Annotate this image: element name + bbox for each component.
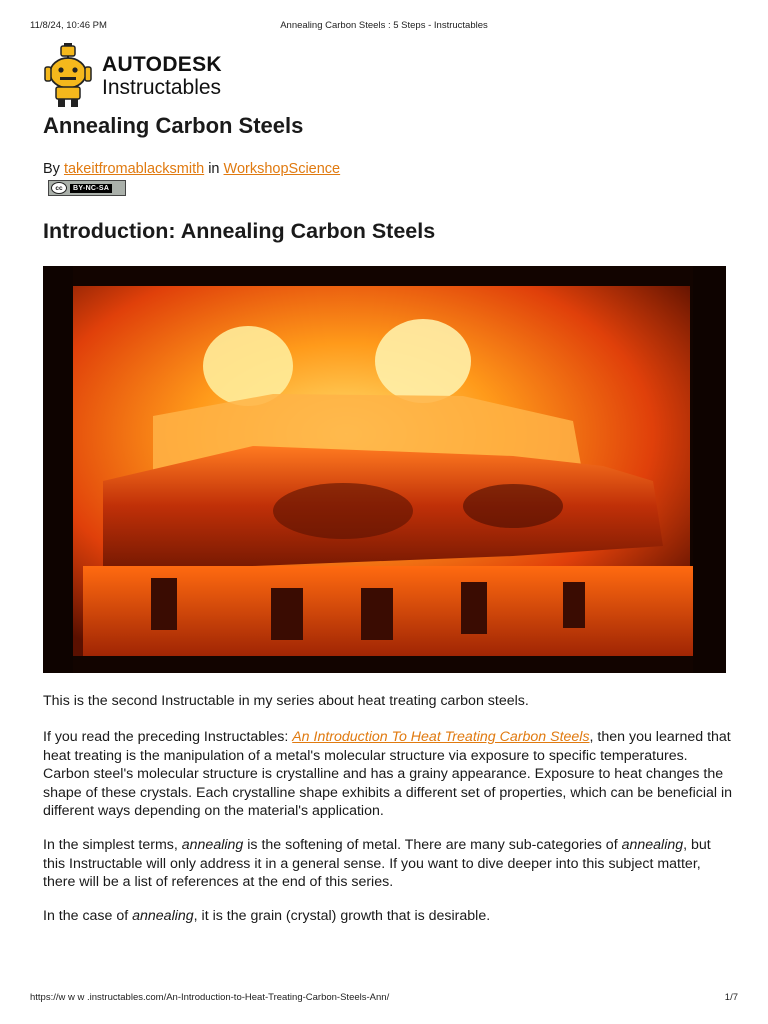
- paragraph-3: [43, 836, 733, 892]
- cc-icon: cc: [51, 182, 67, 194]
- paragraph-3-emphasis-2: annealing: [621, 837, 684, 853]
- byline: [43, 161, 340, 177]
- paragraph-3-emphasis-1: annealing: [181, 837, 244, 853]
- instructables-robot-icon: [42, 43, 94, 109]
- author-link[interactable]: takeitfromablacksmith: [63, 161, 205, 177]
- logo-instructables-text: Instructables: [102, 76, 222, 99]
- paragraph-2-after: , then you learned that heat treating is the manipulation of a metal's molecular structure via exposure to specific temperatures. Carbon steel's molecular structure is crystalline and has a grainy appearance. Exposure to heat changes the shape of these crystals. Each crystalline shape exhibits a different set of properties, which can be beneficial in different ways depending on the material's application.: [43, 729, 733, 819]
- print-header: [30, 20, 738, 31]
- paragraph-4-emphasis: annealing: [132, 908, 194, 924]
- byline-in: in: [208, 161, 220, 177]
- license-badge[interactable]: [48, 180, 126, 196]
- paragraph-1-text: This is the second Instructable in my series about heat treating carbon steels.: [43, 693, 529, 709]
- paragraph-3-middle: is the softening of metal. There are many sub-categories of: [243, 837, 622, 853]
- paragraph-4-before: In the case of: [43, 908, 133, 924]
- paragraph-1: [43, 692, 733, 711]
- paragraph-4: [43, 907, 733, 926]
- site-logo[interactable]: [42, 43, 222, 109]
- print-url: https://w w w .instructables.com/An-Introduction-to-Heat-Treating-Carbon-Steels-Ann/: [30, 992, 390, 1003]
- glowing-steel-in-furnace-photo: [43, 266, 726, 673]
- preceding-instructable-link[interactable]: An Introduction To Heat Treating Carbon Steels: [292, 729, 590, 745]
- paragraph-4-after: , it is the grain (crystal) growth that is desirable.: [193, 908, 491, 924]
- hero-image: [43, 266, 726, 673]
- print-footer: [30, 992, 738, 1003]
- logo-autodesk-text: AUTODESK: [102, 53, 222, 76]
- license-terms: BY-NC-SA: [70, 184, 112, 193]
- print-page-title: Annealing Carbon Steels : 5 Steps - Instructables: [280, 20, 488, 31]
- print-datetime: 11/8/24, 10:46 PM: [30, 20, 107, 31]
- byline-by: By: [43, 161, 60, 177]
- intro-heading: Introduction: Annealing Carbon Steels: [43, 219, 436, 243]
- paragraph-2-before: If you read the preceding Instructables:: [43, 729, 293, 745]
- paragraph-3-after: , but this Instructable will only address it in a general sense. If you want to dive deeper into this subject matter, there will be a list of references at the end of this series.: [43, 837, 711, 890]
- paragraph-2: [43, 728, 733, 821]
- paragraph-3-before: In the simplest terms,: [43, 837, 182, 853]
- page-title: Annealing Carbon Steels: [43, 113, 304, 138]
- print-page-number: 1/7: [724, 992, 738, 1003]
- category-link[interactable]: WorkshopScience: [223, 161, 341, 177]
